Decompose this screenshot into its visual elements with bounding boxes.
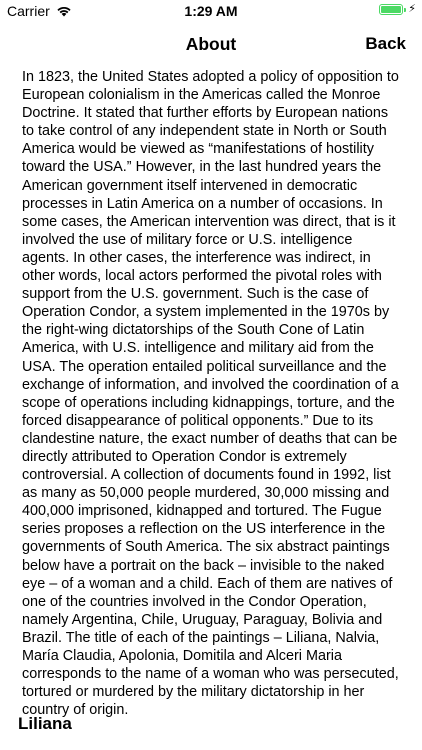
- about-content: [22, 68, 402, 719]
- page-title: About: [185, 34, 237, 54]
- section-title-liliana: Liliana: [18, 714, 72, 733]
- status-time: 1:29 AM: [184, 3, 238, 19]
- battery-fill: [381, 6, 401, 13]
- about-paragraph: In 1823, the United States adopted a policy of opposition to European colonialism in the Americas called the Monroe Doctrine. It stated that further efforts by European nations to take control of any independent state in North or South America would be viewed as “manifestations of hostility toward the USA.” However, in the last hundred years the American government itself intervened in democratic processes in Latin America on a number of occasions. In some cases, the American intervention was direct, that is it involved the use of military force or U.S. intelligence agents. In other cases, the interference was indirect, in other words, local actors performed the pivotal roles with support from the U.S. government. Such is the case of Operation Condor, a system implemented in the 1970s by the right-wing dictatorships of the South Cone of Latin America, with U.S. intelligence and military aid from the USA. The operation entailed political surveillance and the exchange of information, and involved the coordination of a scope of operations including kidnappings, torture, and the forced disappearance of political opponents.” Due to its clandestine nature, the exact number of deaths that can be directly attributed to Operation Condor is extremely controversial. A collection of documents found in 1992, list as many as 50,000 people murdered, 30,000 missing and 400,000 imprisoned, kidnapped and tortured. The Fugue series proposes a reflection on the US interference in the governments of South America. The six abstract paintings below have a portrait on the back – invisible to the naked eye – of a woman and a child. Each of them are natives of one of the countries involved in the Condor Operation, namely Argentina, Chile, Uruguay, Paraguay, Bolivia and Brazil. The title of each of the paintings – Liliana, Nalvia, María Claudia, Apolonia, Domitila and Alceri Maria corresponds to the name of a woman who was persecuted, tortured or murdered by the military dictatorship in her country of origin.: [22, 69, 399, 719]
- back-button[interactable]: Back: [365, 34, 406, 53]
- carrier-label: Carrier: [7, 3, 50, 19]
- battery-icon: [379, 4, 403, 15]
- charging-icon: ⚡: [408, 3, 416, 15]
- status-bar: [0, 0, 422, 22]
- battery-indicator: [379, 4, 416, 15]
- battery-tip: [404, 8, 406, 12]
- navigation-bar: [0, 22, 422, 66]
